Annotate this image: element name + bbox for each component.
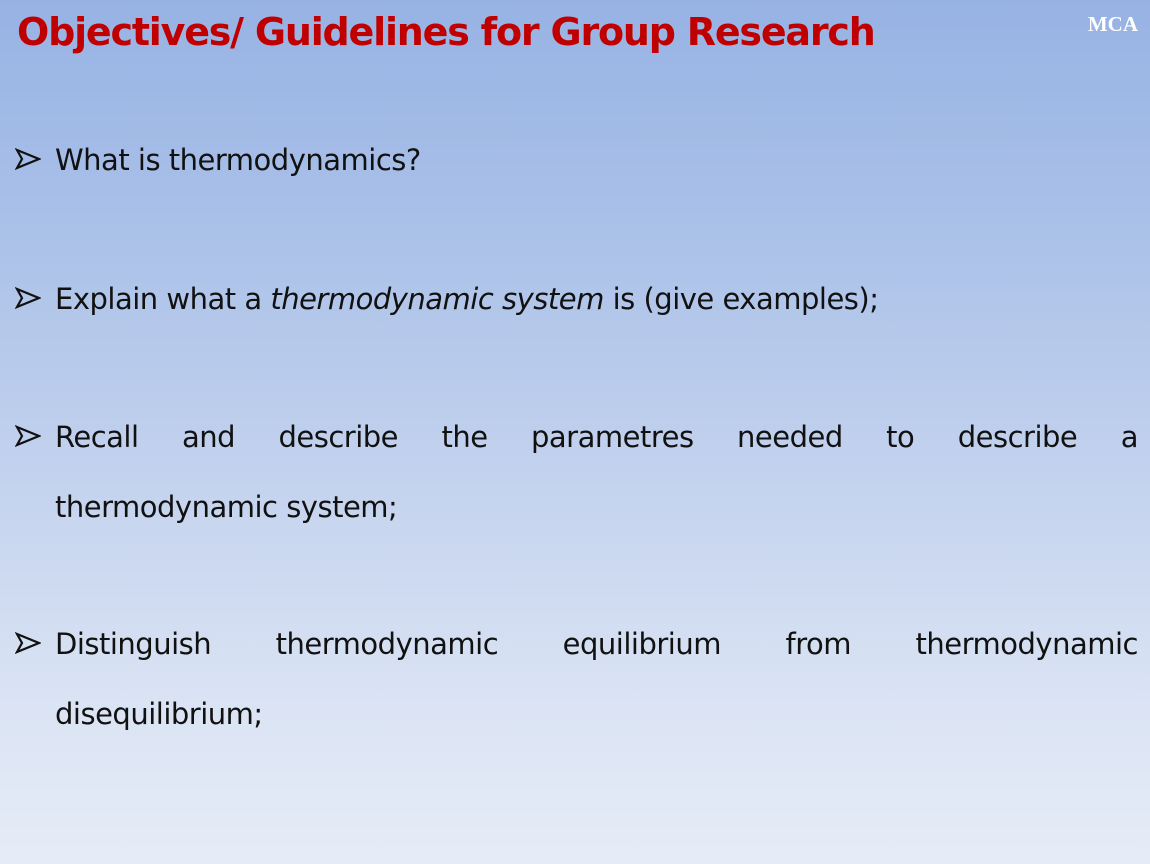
- logo: MCA: [1087, 12, 1138, 36]
- bullet-text-emphasis: thermodynamic system: [270, 282, 604, 316]
- bullet-text-line-2: disequilibrium;: [55, 697, 263, 731]
- bullet-text: [55, 609, 1138, 749]
- bullet-text: [55, 402, 1138, 542]
- bullet-item-3: [14, 402, 1138, 542]
- bullet-item-1: [14, 125, 1138, 195]
- bullet-item-2: [14, 264, 1138, 334]
- bullet-text: What is thermodynamics?: [55, 143, 421, 177]
- bullet-item-4: [14, 609, 1138, 749]
- arrow-bullet-icon: [14, 264, 42, 334]
- bullet-text-line-1: Distinguish thermodynamic equilibrium from thermodynamic: [55, 627, 1138, 661]
- slide-title: Objectives/ Guidelines for Group Research: [17, 10, 875, 54]
- bullet-text-line-2: thermodynamic system;: [55, 490, 398, 524]
- arrow-bullet-icon: [14, 125, 42, 195]
- bullet-text-line-1: Recall and describe the parametres needed to describe a: [55, 420, 1138, 454]
- arrow-bullet-icon: [14, 609, 42, 679]
- arrow-bullet-icon: [14, 402, 42, 472]
- bullet-text: [55, 264, 1138, 334]
- bullet-text-after: is (give examples);: [603, 282, 879, 316]
- bullet-text-before: Explain what a: [55, 282, 271, 316]
